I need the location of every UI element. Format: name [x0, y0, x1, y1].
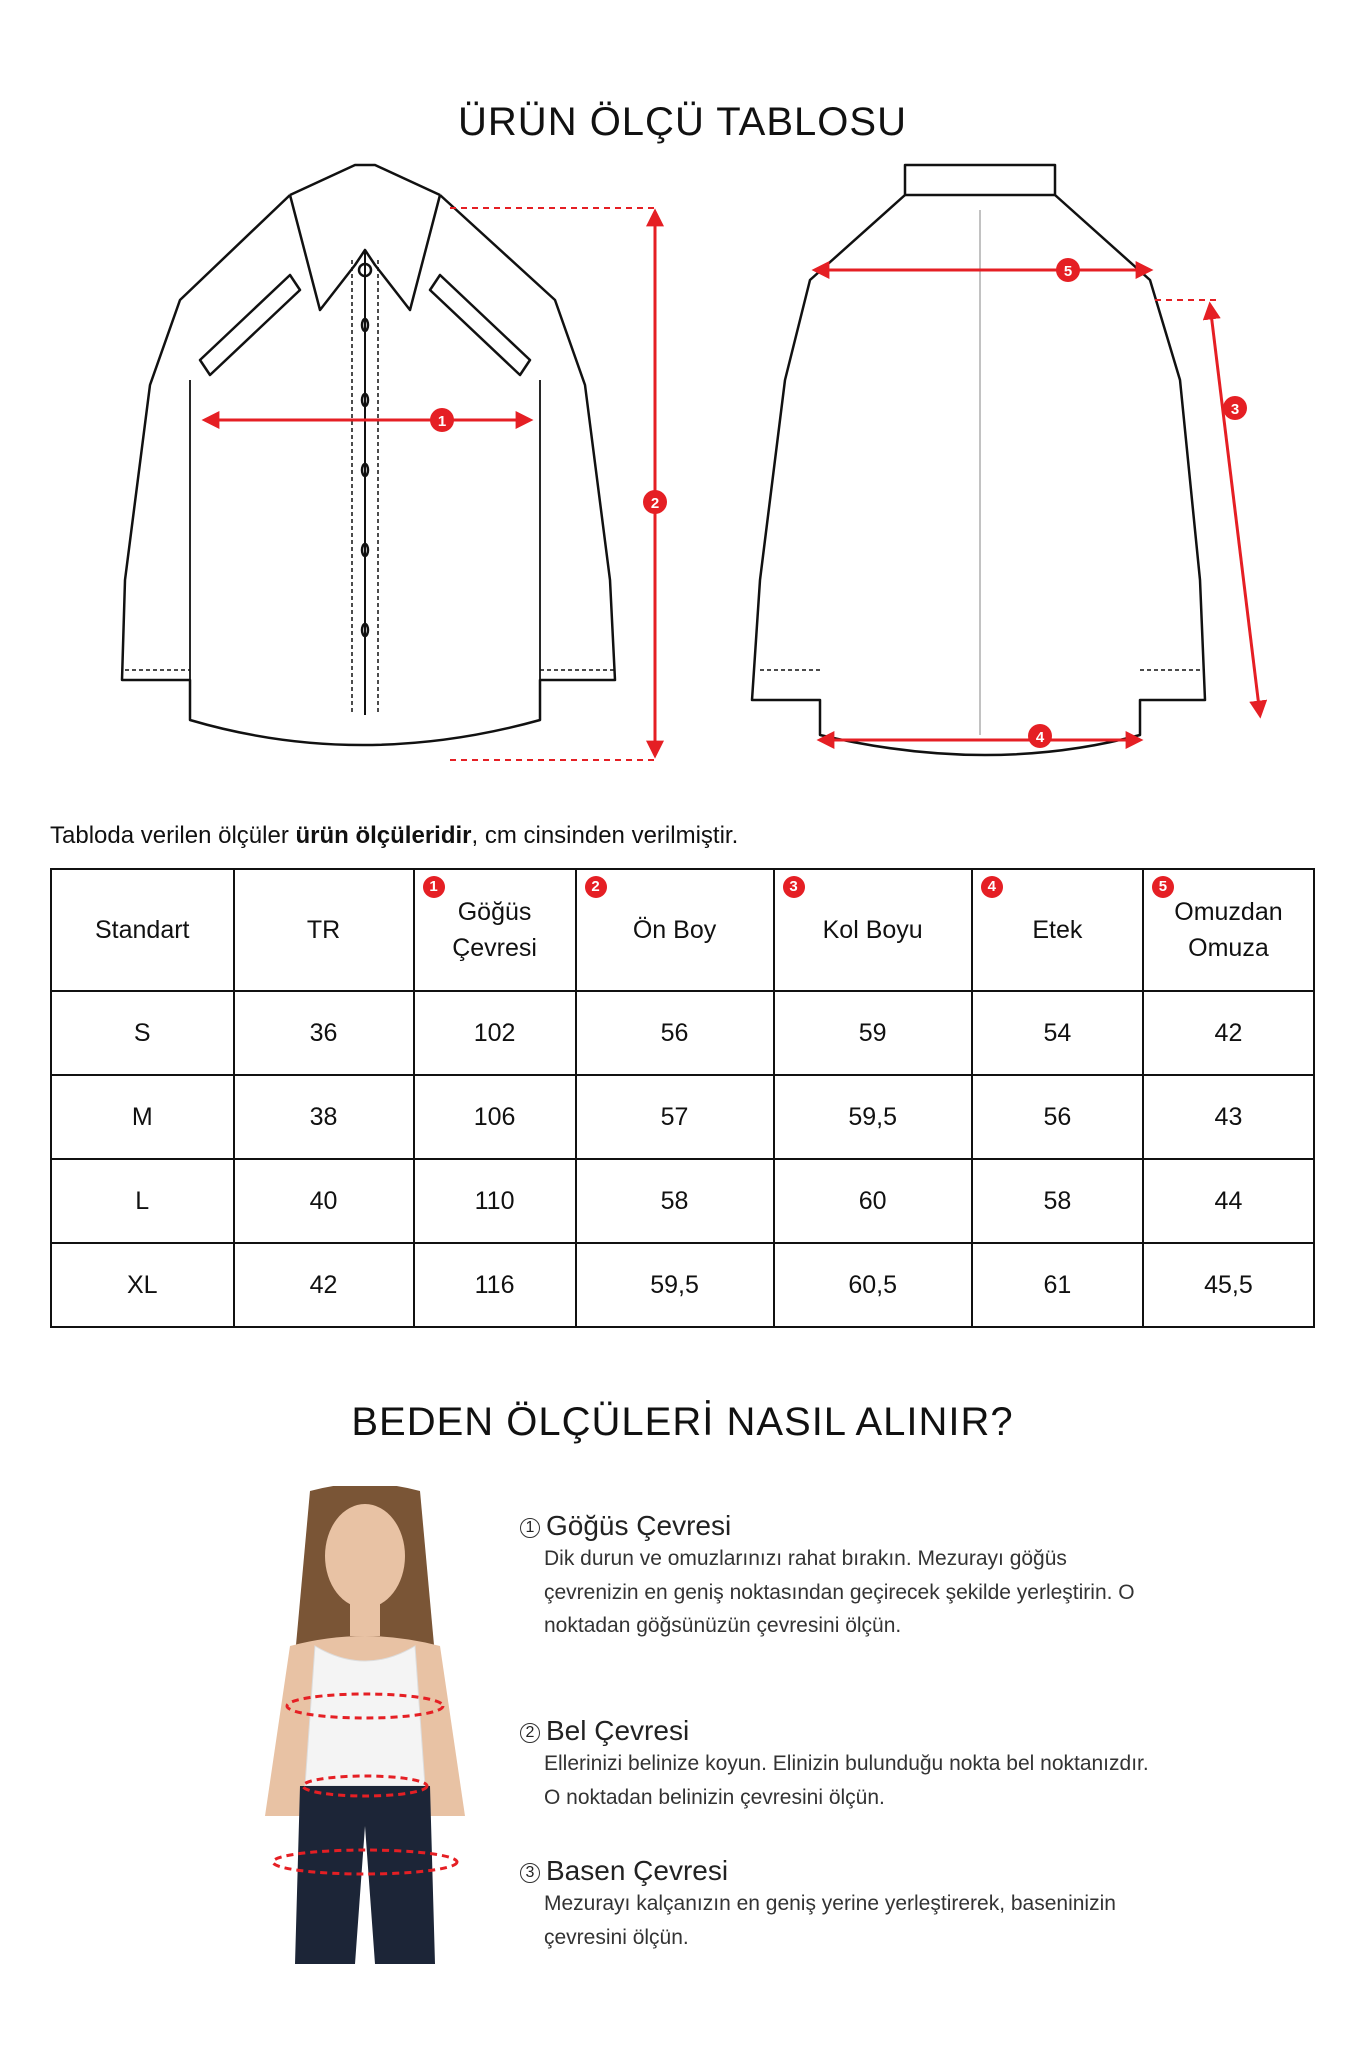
table-cell: 36 [234, 991, 414, 1075]
table-cell: 58 [576, 1159, 774, 1243]
table-cell: 58 [972, 1159, 1143, 1243]
header-gogus: 1 Göğüs Çevresi [414, 869, 576, 991]
back-shirt-outline [752, 195, 1205, 755]
badge-icon: 1 [423, 876, 445, 898]
table-cell: XL [51, 1243, 234, 1327]
table-row [51, 1243, 1314, 1327]
table-cell: 38 [234, 1075, 414, 1159]
table-cell: M [51, 1075, 234, 1159]
table-cell: 42 [234, 1243, 414, 1327]
table-row [51, 1075, 1314, 1159]
table-cell: 56 [576, 991, 774, 1075]
table-cell: 59,5 [576, 1243, 774, 1327]
measurement-note: Tabloda verilen ölçüler ürün ölçüleridir, cm cinsinden verilmiştir. [50, 822, 739, 849]
table-cell: 45,5 [1143, 1243, 1314, 1327]
marker-1: 1 [437, 413, 447, 430]
header-kol-boyu: 3 Kol Boyu [774, 869, 972, 991]
marker-5: 5 [1063, 263, 1073, 280]
shirt-technical-sketch [0, 150, 1365, 790]
table-cell: 43 [1143, 1075, 1314, 1159]
badge-icon: 2 [585, 876, 607, 898]
guide-item-gogus: 1 Göğüs Çevresi Dik durun ve omuzlarınızı rahat bırakın. Mezurayı göğüs çevrenizin en geniş noktasından geçirecek şekilde yerleştirin. O noktadan göğsünüzün çevresini ölçün. [520, 1510, 1160, 1643]
marker-3: 3 [1230, 401, 1240, 418]
table-cell: 59 [774, 991, 972, 1075]
number-icon: 2 [520, 1723, 540, 1743]
table-cell: 42 [1143, 991, 1314, 1075]
table-cell: 57 [576, 1075, 774, 1159]
guide-item-bel: 2 Bel Çevresi Ellerinizi belinize koyun. Elinizin bulunduğu nokta bel noktanızdır. O noktadan belinizin çevresini ölçün. [520, 1715, 1160, 1814]
marker-4: 4 [1035, 729, 1045, 746]
table-cell: 116 [414, 1243, 576, 1327]
table-cell: 110 [414, 1159, 576, 1243]
number-icon: 3 [520, 1863, 540, 1883]
table-cell: S [51, 991, 234, 1075]
table-cell: 61 [972, 1243, 1143, 1327]
header-omuzdan: 5 Omuzdan Omuza [1143, 869, 1314, 991]
table-cell: 59,5 [774, 1075, 972, 1159]
header-on-boy: 2 Ön Boy [576, 869, 774, 991]
size-table [50, 868, 1315, 1328]
table-cell: 60 [774, 1159, 972, 1243]
table-cell: 40 [234, 1159, 414, 1243]
back-collar [905, 165, 1055, 195]
table-cell: 56 [972, 1075, 1143, 1159]
table-row [51, 1159, 1314, 1243]
table-cell: 60,5 [774, 1243, 972, 1327]
number-icon: 1 [520, 1518, 540, 1538]
badge-icon: 3 [783, 876, 805, 898]
header-tr: TR [234, 869, 414, 991]
table-cell: 106 [414, 1075, 576, 1159]
size-chart-title: ÜRÜN ÖLÇÜ TABLOSU [458, 100, 907, 144]
header-etek: 4 Etek [972, 869, 1143, 991]
table-row [51, 991, 1314, 1075]
howto-title: BEDEN ÖLÇÜLERİ NASIL ALINIR? [351, 1400, 1014, 1444]
table-cell: L [51, 1159, 234, 1243]
table-cell: 54 [972, 991, 1143, 1075]
table-cell: 102 [414, 991, 576, 1075]
guide-item-basen: 3 Basen Çevresi Mezurayı kalçanızın en geniş yerine yerleştirerek, baseninizin çevresini ölçün. [520, 1855, 1160, 1954]
model-photo [250, 1486, 480, 1964]
badge-icon: 4 [981, 876, 1003, 898]
table-cell: 44 [1143, 1159, 1314, 1243]
header-standart: Standart [51, 869, 234, 991]
table-header-row [51, 869, 1314, 991]
badge-icon: 5 [1152, 876, 1174, 898]
marker-2: 2 [650, 495, 660, 512]
